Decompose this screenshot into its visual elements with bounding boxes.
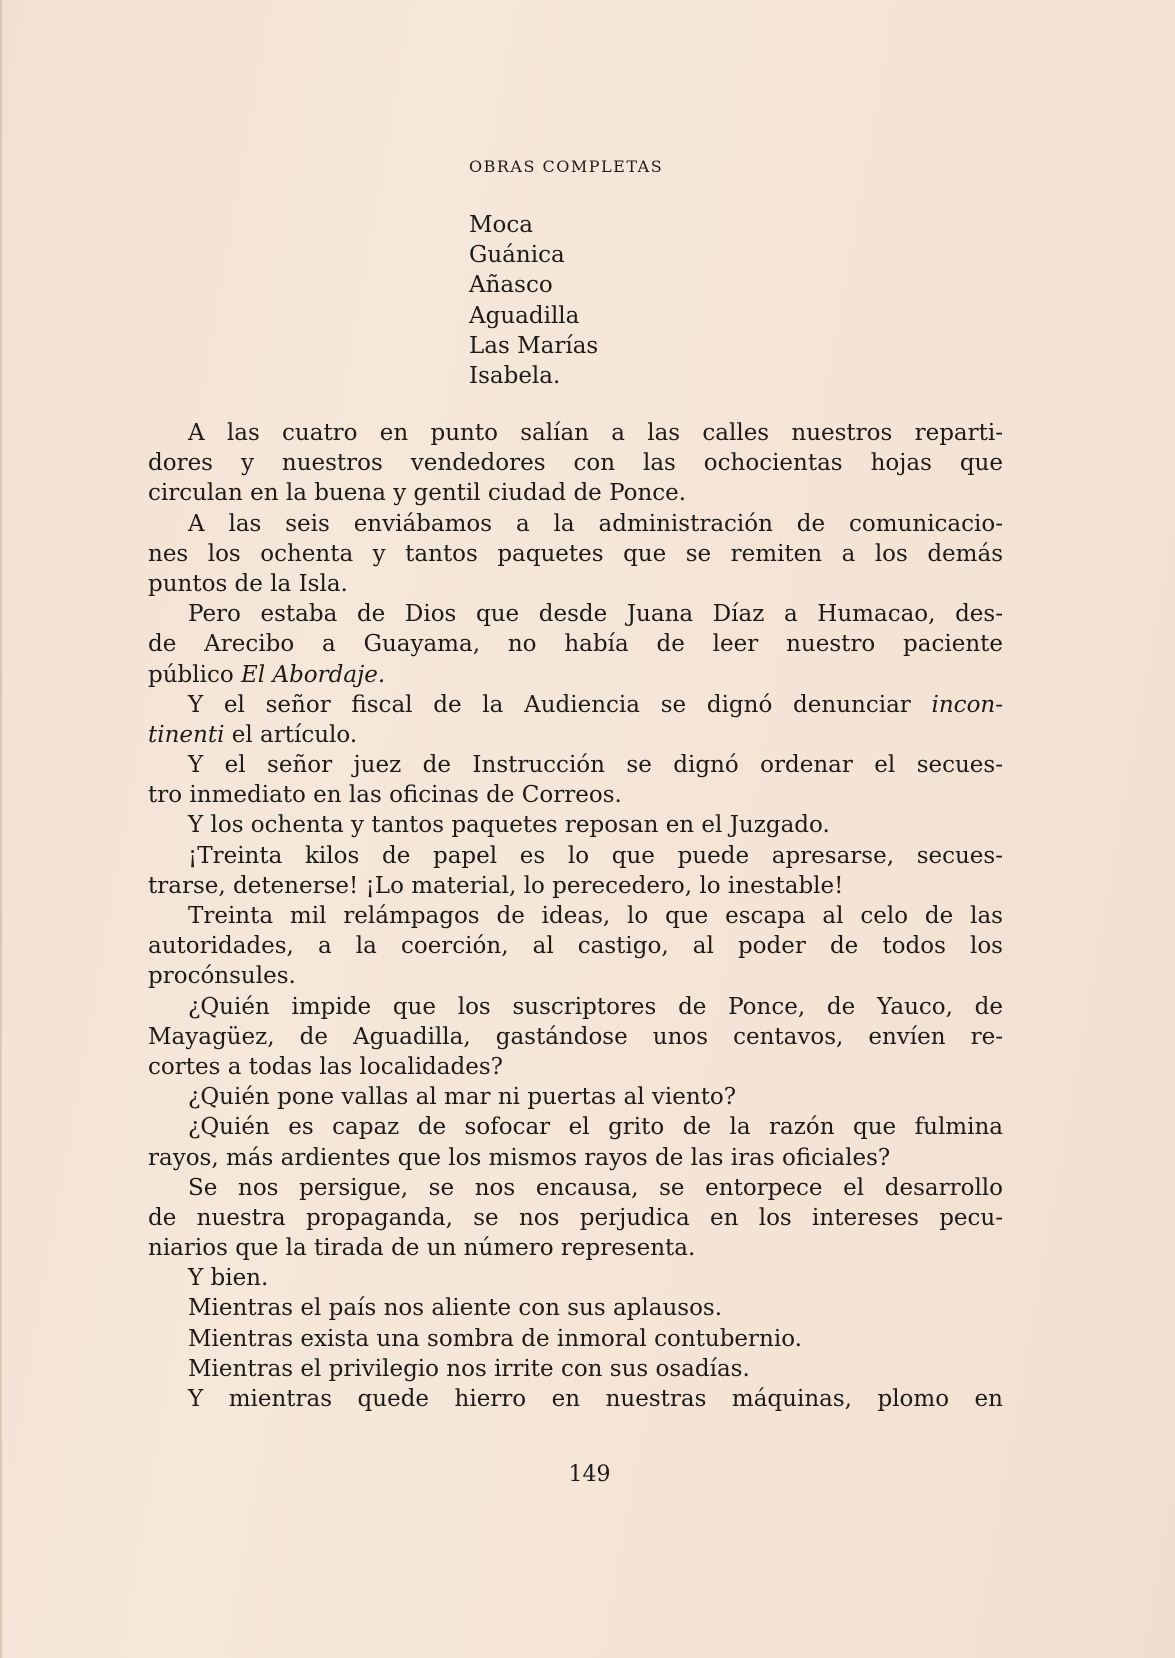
text-line: Y bien.	[188, 1265, 269, 1292]
italic-term: incon-	[931, 691, 1003, 718]
town-list	[469, 210, 598, 391]
text-line: Y el señor juez de Instrucción se dignó ordenar el secues-	[188, 752, 1003, 779]
text-line: tro inmediato en las oficinas de Correos.	[148, 782, 622, 809]
town-item: Guánica	[469, 242, 565, 269]
text-line: Y mientras quede hierro en nuestras máquinas, plomo en	[188, 1386, 1003, 1412]
town-item: Añasco	[469, 272, 553, 299]
text-line	[148, 660, 1003, 690]
italic-title: El Abordaje.	[241, 661, 386, 688]
text-line	[148, 720, 1003, 750]
text-line: Treinta mil relámpagos de ideas, lo que escapa al celo de las	[188, 903, 1003, 929]
running-header: OBRAS COMPLETAS	[469, 157, 664, 176]
text-line: Mientras exista una sombra de inmoral contubernio.	[188, 1325, 802, 1352]
town-item: Las Marías	[469, 332, 599, 359]
text-line: rayos, más ardientes que los mismos rayos de las iras oficiales?	[148, 1144, 891, 1171]
text-line: Mientras el privilegio nos irrite con sus osadías.	[188, 1355, 750, 1382]
text-line: Mayagüez, de Aguadilla, gastándose unos centavos, envíen re-	[148, 1023, 1003, 1050]
text-line: A las cuatro en punto salían a las calles nuestros reparti-	[188, 420, 1003, 446]
text-line	[148, 690, 1003, 720]
text-line: A las seis enviábamos a la administración de comunicacio-	[188, 510, 1003, 537]
text-line: Mientras el país nos aliente con sus aplausos.	[188, 1295, 723, 1322]
text-line: puntos de la Isla.	[148, 570, 348, 597]
text-line: procónsules.	[148, 963, 296, 990]
text-line: circulan en la buena y gentil ciudad de Ponce.	[148, 480, 687, 507]
text-line: nes los ochenta y tantos paquetes que se remiten a los demás	[148, 540, 1003, 567]
text-line: dores y nuestros vendedores con las ochocientas hojas que	[148, 450, 1003, 477]
text-fragment: el artículo.	[231, 721, 358, 748]
text-line: de nuestra propaganda, se nos perjudica en los intereses pecu-	[148, 1204, 1003, 1231]
text-fragment: Y el señor fiscal de la Audiencia se dignó denunciar	[188, 691, 911, 718]
text-line: Pero estaba de Dios que desde Juana Díaz a Humacao, des-	[188, 601, 1003, 628]
text-line: ¡Treinta kilos de papel es lo que puede apresarse, secues-	[188, 842, 1003, 869]
text-fragment: público	[148, 661, 234, 688]
italic-term: tinenti	[148, 721, 225, 748]
body-text	[148, 418, 1003, 1414]
text-line: de Arecibo a Guayama, no había de leer nuestro paciente	[148, 631, 1003, 658]
town-item: Aguadilla	[469, 302, 580, 329]
text-line: ¿Quién pone vallas al mar ni puertas al viento?	[188, 1084, 737, 1111]
text-line: ¿Quién es capaz de sofocar el grito de la razón que fulmina	[188, 1114, 1003, 1141]
text-line: ¿Quién impide que los suscriptores de Ponce, de Yauco, de	[188, 993, 1003, 1020]
town-item: Moca	[469, 212, 533, 238]
text-line: Y los ochenta y tantos paquetes reposan en el Juzgado.	[188, 812, 830, 839]
text-line: Se nos persigue, se nos encausa, se entorpece el desarrollo	[188, 1174, 1003, 1201]
page-number: 149	[568, 1462, 611, 1487]
text-line: autoridades, a la coerción, al castigo, al poder de todos los	[148, 933, 1003, 960]
town-item: Isabela.	[469, 363, 561, 390]
text-line: trarse, detenerse! ¡Lo material, lo perecedero, lo inestable!	[148, 872, 844, 899]
text-line: cortes a todas las localidades?	[148, 1053, 503, 1080]
text-line: niarios que la tirada de un número representa.	[148, 1235, 696, 1262]
